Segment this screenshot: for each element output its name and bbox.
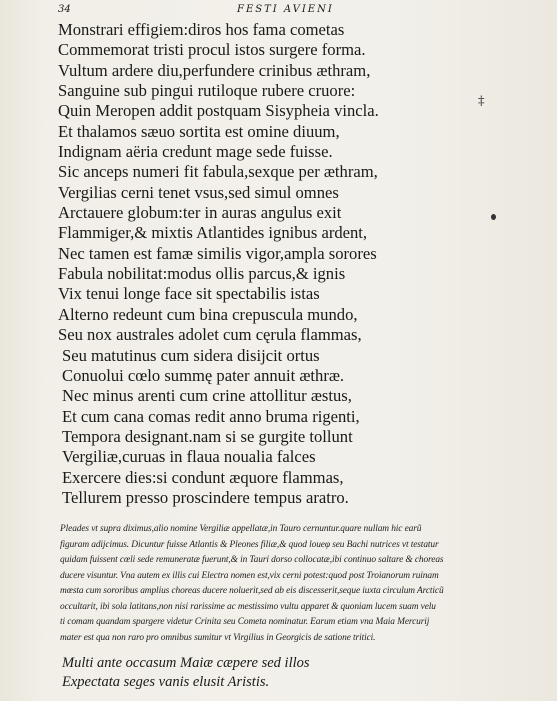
- verse-line: Seu nox australes adolet cum cęrula flammas,: [58, 325, 362, 345]
- verse-line: Fabula nobilitat:modus ollis parcus,& ignis: [58, 264, 346, 284]
- verse-line: Commemorat tristi procul istos surgere forma.: [58, 40, 366, 60]
- verse-line: Flammiger,& mixtis Atlantides ignibus ardent,: [58, 223, 368, 243]
- page-number: 34: [58, 4, 71, 15]
- verse-line: Vultum ardere diu,perfundere crinibus æthram,: [58, 60, 371, 80]
- verse-line: Vergiliæ,curuas in flaua noualia falces: [62, 447, 316, 467]
- verse-block: [58, 20, 508, 508]
- commentary-line: Pleades vt supra diximus,alio nomine Vergiliæ appellatæ,in Tauro cernuntur.quare nullam hic earũ: [60, 524, 422, 534]
- ink-dot: [491, 214, 496, 220]
- verse-line: Tempora designant.nam si se gurgite tollunt: [62, 426, 353, 446]
- verse-line: Sic anceps numeri fit fabula,sexque per æthram,: [58, 162, 378, 182]
- verse-line: Alterno redeunt cum bina crepuscula mundo,: [58, 304, 358, 324]
- closing-line: Expectata seges vanis elusit Aristis.: [62, 674, 270, 690]
- closing-line: Multi ante occasum Maiæ cæpere sed illos: [62, 655, 310, 671]
- running-head: FESTI AVIENI: [237, 4, 334, 15]
- commentary-line: ducere visuntur. Vna autem ex illis cui Electra nomen est,vix cerni potest:quod post Troianorum ruinam: [60, 570, 439, 581]
- commentary-block: [60, 522, 530, 646]
- verse-line: Quin Meropen addit postquam Sisypheia vincla.: [58, 101, 379, 121]
- verse-line: Vergilias cerni tenet vsus,sed simul omnes: [58, 182, 339, 202]
- verse-line: Sanguine sub pingui rutiloque rubere cruore:: [58, 81, 356, 101]
- margin-mark: ‡: [478, 94, 485, 109]
- verse-line: Arctauere globum:ter in auras angulus exit: [58, 203, 342, 223]
- page-header: [0, 4, 557, 20]
- verse-line: Exercere dies:si condunt æquore flammas,: [62, 467, 344, 487]
- verse-line: Monstrari effigiem:diros hos fama cometas: [58, 20, 345, 39]
- verse-line: Tellurem presso proscindere tempus aratro.: [62, 487, 349, 507]
- verse-line: Et thalamos sæuo sortita est omine diuum,: [58, 121, 340, 141]
- verse-line: Nec tamen est famæ similis vigor,ampla sorores: [58, 243, 377, 263]
- commentary-line: occultarit, ibi sola latitans,non nisi rarissime ac mestissimo vultu apparet & quoniam lucem suam velu: [60, 601, 436, 612]
- commentary-line: figuram adijcimus. Dicuntur fuisse Atlantis & Pleones filiæ,& quod loueφ seu Bachi nutrices vt testatur: [60, 539, 439, 550]
- commentary-line: ti comam quandam spargere videtur Crinita seu Cometa nominatur. Earum etiam vna Maia Mercurij: [60, 617, 430, 627]
- commentary-line: mater est qua non raro pro omnibus sumitur vt Virgilius in Georgicis de satione tritici.: [60, 632, 376, 643]
- commentary-line: quidam fuissent cœli sede remuneratæ fuerunt,& in Tauri dorso collocatæ,ibi continuo saltare & choreas: [60, 555, 444, 565]
- commentary-line: mœsta cum sororibus amplius choreas ducere noluerit,sed ab eis discesserit,seque iuxta circulum Arcticũ: [60, 586, 444, 596]
- verse-line: Conuolui cœlo summę pater annuit æthræ.: [62, 365, 345, 385]
- verse-line: Seu matutinus cum sidera disijcit ortus: [62, 345, 320, 365]
- verse-line: Indignam aëria credunt mage sede fuisse.: [58, 142, 333, 162]
- verse-line: Et cum cana comas redit anno bruma rigenti,: [62, 406, 360, 426]
- verse-line: Vix tenui longe face sit spectabilis istas: [58, 284, 320, 304]
- verse-line: Nec minus arenti cum crine attollitur æstus,: [62, 386, 352, 406]
- closing-quote: [62, 654, 310, 692]
